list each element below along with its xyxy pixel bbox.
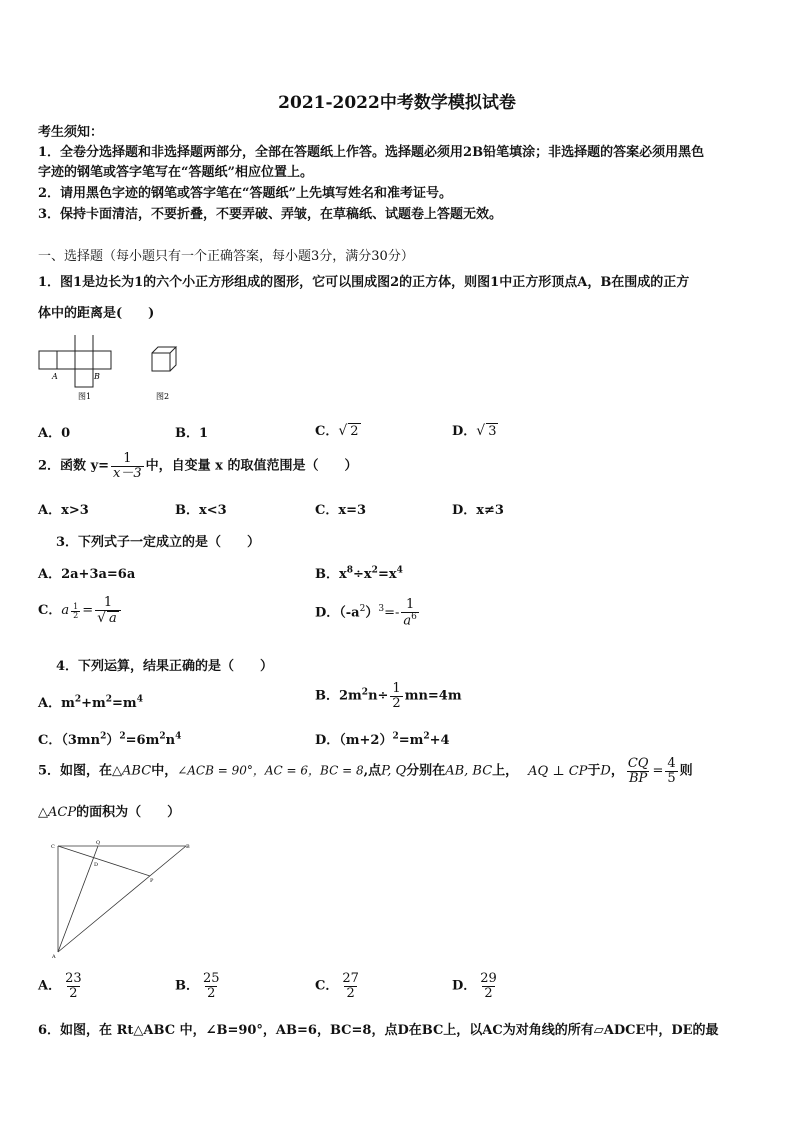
notice-heading: 考生须知： [38,125,104,140]
q5-option-b: B． $\frac{25}{2}$ [175,971,220,1001]
q1-stem-line1: 1．图1是边长为1的六个小正方形组成的图形，它可以围成图2的正方体，则图1中正方形顶点A，B在围成的正方 [38,275,690,290]
notice-line-2: 字迹的钢笔或答字笔写在“答题纸”相应位置上。 [38,165,313,180]
notice-line-4: 3．保持卡面清洁，不要折叠，不要弄破、弄皱，在草稿纸、试题卷上答题无效。 [38,207,503,222]
point-p: P [150,878,154,884]
q1-option-c: C．√ 2 [315,423,359,439]
q4-option-c: C．$(3mn^2)^2=6m^2n^4$ [38,731,182,748]
q5-option-d: D． $\frac{29}{2}$ [452,971,497,1001]
fig1-label: 图1 [78,392,92,401]
notice-line-3: 2．请用黑色字迹的钢笔或答字笔在“答题纸”上先填写姓名和准考证号。 [38,186,453,201]
q5-triangle-figure [46,838,196,962]
point-b-label: B [94,372,100,381]
point-a-label: A [52,372,58,381]
q1-option-b: B．1 [175,426,209,441]
net-square [75,335,93,351]
q3-option-a: A．2a+3a=6a [38,567,136,582]
q1-option-a: A．0 [38,426,71,441]
q1-stem-line2: 体中的距离是( ) [38,306,155,321]
q3-option-d: D．$(-a^2)^3=-$ $\frac{1}{a^6}$ [315,597,417,628]
vertex-b: B [186,844,190,850]
cube-drawing [152,347,176,371]
q2-option-c: C．x=3 [315,503,367,518]
q4-option-a: A．$m^2+m^2=m^4$ [38,694,143,711]
q4-stem: 4．下列运算，结果正确的是（ ） [56,659,274,674]
net-square [93,351,111,369]
q2-stem: 2．函数 y= $\frac{1}{x-3}$ 中，自变量 x 的取值范围是（ ） [38,451,358,481]
net-square [39,351,57,369]
net-square [75,369,93,387]
vertex-c: C [51,844,55,850]
q5-stem-line2: △ACP的面积为（ ） [38,805,181,820]
point-q: Q [96,840,101,846]
q6-stem-line1: 6．如图，在 Rt△ABC 中，∠B=90°，AB=6，BC=8，点D在BC上，以AC为对角线的所有▱ADCE中，DE的最 [38,1023,719,1038]
q4-option-b: B．$2m^2n\div$ $\frac{1}{2}$ mn=4m [315,681,462,711]
q3-option-c: C．a $\frac{1}{2}$ = $\frac{1}{√ a}$ [38,596,123,625]
q2-option-b: B．x<3 [175,503,227,518]
q1-figures [36,335,196,407]
net-square [75,351,93,369]
q5-option-c: C． $\frac{27}{2}$ [315,971,359,1001]
q2-option-d: D．x≠3 [452,503,504,518]
net-square [57,351,75,369]
page-title: 2021-2022中考数学模拟试卷 [278,93,516,113]
q3-option-b: B．$x^8\div x^2=x^4$ [315,565,403,582]
segment-cp [58,846,150,876]
segment-ab [58,846,186,952]
segment-aq [58,846,98,952]
q1-option-d: D．√ 3 [452,423,497,439]
q3-stem: 3．下列式子一定成立的是（ ） [56,535,261,550]
q5-option-a: A． $\frac{23}{2}$ [38,971,82,1001]
fig2-label: 图2 [156,392,170,401]
q4-option-d: D．$(m+2)^2=m^2+4$ [315,731,450,748]
point-d: D [94,862,99,868]
q2-option-a: A．x>3 [38,503,89,518]
q5-stem-line1: 5．如图，在△ABC中，∠ACB = 90°，AC = 6，BC = 8,点P, Q分别在AB, BC上， AQ ⊥ CP于D， $\frac{CQ}{BP}$ = $\frac{4}{5}$ 则 [38,756,693,786]
section-heading: 一、选择题（每小题只有一个正确答案，每小题3分，满分30分） [38,249,414,264]
notice-line-1: 1．全卷分选择题和非选择题两部分，全部在答题纸上作答。选择题必须用2B铅笔填涂；非选择题的答案必须用黑色 [38,145,705,160]
vertex-a: A [52,954,56,960]
